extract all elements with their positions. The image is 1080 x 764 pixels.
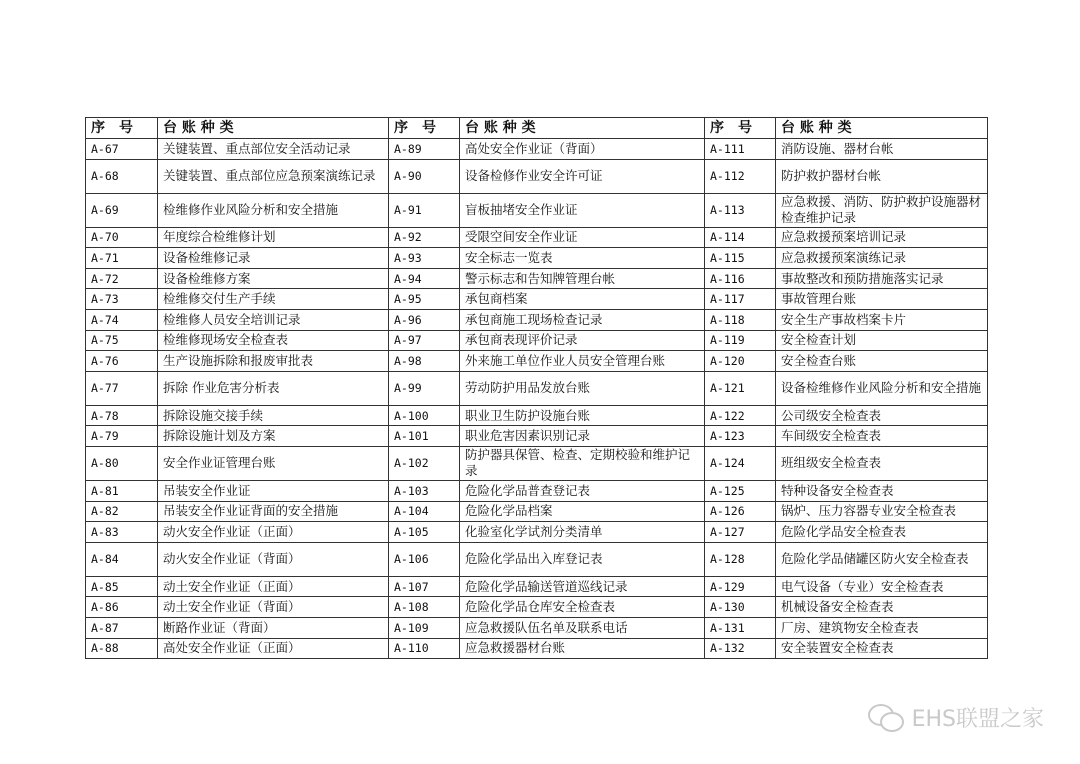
- serial-number-cell: A-83: [86, 522, 158, 543]
- table-row: [86, 289, 988, 310]
- ledger-type-cell: 承包商档案: [460, 289, 705, 310]
- ledger-type-cell: 安全作业证管理台账: [158, 446, 389, 480]
- serial-number-cell: A-72: [86, 268, 158, 289]
- ledger-type-cell: 承包商表现评价记录: [460, 330, 705, 351]
- table-row: [86, 542, 988, 576]
- serial-number-cell: A-132: [705, 638, 776, 659]
- column-header-serial: 序 号: [705, 118, 776, 139]
- serial-number-cell: A-68: [86, 159, 158, 193]
- ledger-type-cell: 应急救援、消防、防护救护设施器材检查维护记录: [776, 193, 988, 227]
- serial-number-cell: A-67: [86, 139, 158, 160]
- serial-number-cell: A-123: [705, 426, 776, 447]
- serial-number-cell: A-91: [389, 193, 460, 227]
- serial-number-cell: A-108: [389, 597, 460, 618]
- serial-number-cell: A-80: [86, 446, 158, 480]
- serial-number-cell: A-126: [705, 501, 776, 522]
- serial-number-cell: A-69: [86, 193, 158, 227]
- serial-number-cell: A-76: [86, 351, 158, 372]
- ledger-type-cell: 年度综合检维修计划: [158, 227, 389, 248]
- table-row: [86, 522, 988, 543]
- ledger-type-cell: 事故整改和预防措施落实记录: [776, 268, 988, 289]
- serial-number-cell: A-86: [86, 597, 158, 618]
- serial-number-cell: A-88: [86, 638, 158, 659]
- table-row: [86, 576, 988, 597]
- serial-number-cell: A-79: [86, 426, 158, 447]
- ledger-type-cell: 危险化学品输送管道巡线记录: [460, 576, 705, 597]
- serial-number-cell: A-70: [86, 227, 158, 248]
- watermark: [868, 700, 1044, 734]
- ledger-type-cell: 安全检查计划: [776, 330, 988, 351]
- column-header-ledger-type: 台 账 种 类: [158, 118, 389, 139]
- ledger-type-cell: 应急救援器材台账: [460, 638, 705, 659]
- ledger-body: [86, 139, 988, 659]
- ledger-type-cell: 危险化学品储罐区防火安全检查表: [776, 542, 988, 576]
- serial-number-cell: A-129: [705, 576, 776, 597]
- ledger-type-cell: 特种设备安全检查表: [776, 480, 988, 501]
- serial-number-cell: A-107: [389, 576, 460, 597]
- serial-number-cell: A-92: [389, 227, 460, 248]
- ledger-type-cell: 公司级安全检查表: [776, 405, 988, 426]
- ledger-type-cell: 检维修交付生产手续: [158, 289, 389, 310]
- table-row: [86, 193, 988, 227]
- table-row: [86, 597, 988, 618]
- ledger-type-cell: 警示标志和告知牌管理台帐: [460, 268, 705, 289]
- ledger-type-cell: 消防设施、器材台帐: [776, 139, 988, 160]
- table-row: [86, 159, 988, 193]
- ledger-type-cell: 危险化学品安全检查表: [776, 522, 988, 543]
- table-row: [86, 446, 988, 480]
- ledger-type-cell: 职业危害因素识别记录: [460, 426, 705, 447]
- serial-number-cell: A-120: [705, 351, 776, 372]
- table-row: [86, 371, 988, 405]
- ledger-type-cell: 动土安全作业证（背面）: [158, 597, 389, 618]
- ledger-type-cell: 劳动防护用品发放台账: [460, 371, 705, 405]
- table-header-row: [86, 118, 988, 139]
- serial-number-cell: A-87: [86, 617, 158, 638]
- serial-number-cell: A-131: [705, 617, 776, 638]
- ledger-type-cell: 防护救护器材台帐: [776, 159, 988, 193]
- table-row: [86, 139, 988, 160]
- serial-number-cell: A-94: [389, 268, 460, 289]
- ledger-type-cell: 受限空间安全作业证: [460, 227, 705, 248]
- table-row: [86, 248, 988, 269]
- table-row: [86, 501, 988, 522]
- serial-number-cell: A-71: [86, 248, 158, 269]
- serial-number-cell: A-96: [389, 309, 460, 330]
- serial-number-cell: A-89: [389, 139, 460, 160]
- serial-number-cell: A-111: [705, 139, 776, 160]
- serial-number-cell: A-106: [389, 542, 460, 576]
- ledger-type-cell: 防护器具保管、检查、定期校验和维护记录: [460, 446, 705, 480]
- serial-number-cell: A-121: [705, 371, 776, 405]
- serial-number-cell: A-127: [705, 522, 776, 543]
- serial-number-cell: A-110: [389, 638, 460, 659]
- serial-number-cell: A-75: [86, 330, 158, 351]
- table-row: [86, 227, 988, 248]
- column-header-ledger-type: 台 账 种 类: [776, 118, 988, 139]
- serial-number-cell: A-103: [389, 480, 460, 501]
- serial-number-cell: A-85: [86, 576, 158, 597]
- ledger-type-cell: 外来施工单位作业人员安全管理台账: [460, 351, 705, 372]
- table-row: [86, 617, 988, 638]
- table-row: [86, 268, 988, 289]
- ledger-type-cell: 安全生产事故档案卡片: [776, 309, 988, 330]
- serial-number-cell: A-122: [705, 405, 776, 426]
- ledger-table: [85, 117, 988, 659]
- ledger-type-cell: 高处安全作业证（背面）: [460, 139, 705, 160]
- serial-number-cell: A-90: [389, 159, 460, 193]
- ledger-type-cell: 设备检维修方案: [158, 268, 389, 289]
- ledger-type-cell: 危险化学品仓库安全检查表: [460, 597, 705, 618]
- table-row: [86, 638, 988, 659]
- serial-number-cell: A-82: [86, 501, 158, 522]
- serial-number-cell: A-95: [389, 289, 460, 310]
- ledger-type-cell: 机械设备安全检查表: [776, 597, 988, 618]
- watermark-text: EHS联盟之家: [911, 706, 1044, 732]
- serial-number-cell: A-128: [705, 542, 776, 576]
- table-row: [86, 480, 988, 501]
- serial-number-cell: A-115: [705, 248, 776, 269]
- serial-number-cell: A-118: [705, 309, 776, 330]
- ledger-type-cell: 事故管理台账: [776, 289, 988, 310]
- table-row: [86, 405, 988, 426]
- ledger-type-cell: 关键装置、重点部位应急预案演练记录: [158, 159, 389, 193]
- ledger-type-cell: 危险化学品普查登记表: [460, 480, 705, 501]
- serial-number-cell: A-84: [86, 542, 158, 576]
- column-header-serial: 序 号: [86, 118, 158, 139]
- serial-number-cell: A-104: [389, 501, 460, 522]
- serial-number-cell: A-113: [705, 193, 776, 227]
- ledger-type-cell: 应急救援队伍名单及联系电话: [460, 617, 705, 638]
- serial-number-cell: A-130: [705, 597, 776, 618]
- ledger-type-cell: 厂房、建筑物安全检查表: [776, 617, 988, 638]
- ledger-type-cell: 安全装置安全检查表: [776, 638, 988, 659]
- ledger-type-cell: 锅炉、压力容器专业安全检查表: [776, 501, 988, 522]
- ledger-type-cell: 安全检查台账: [776, 351, 988, 372]
- ledger-type-cell: 动火安全作业证（背面）: [158, 542, 389, 576]
- ledger-type-cell: 动土安全作业证（正面）: [158, 576, 389, 597]
- serial-number-cell: A-81: [86, 480, 158, 501]
- ledger-type-cell: 检维修现场安全检查表: [158, 330, 389, 351]
- ledger-type-cell: 吊装安全作业证: [158, 480, 389, 501]
- ledger-type-cell: 高处安全作业证（正面）: [158, 638, 389, 659]
- ledger-type-cell: 应急救援预案演练记录: [776, 248, 988, 269]
- ledger-type-cell: 检维修人员安全培训记录: [158, 309, 389, 330]
- ledger-type-cell: 危险化学品档案: [460, 501, 705, 522]
- ledger-type-cell: 断路作业证（背面）: [158, 617, 389, 638]
- serial-number-cell: A-124: [705, 446, 776, 480]
- serial-number-cell: A-119: [705, 330, 776, 351]
- table-row: [86, 330, 988, 351]
- serial-number-cell: A-74: [86, 309, 158, 330]
- column-header-ledger-type: 台 账 种 类: [460, 118, 705, 139]
- serial-number-cell: A-112: [705, 159, 776, 193]
- ledger-type-cell: 安全标志一览表: [460, 248, 705, 269]
- table-row: [86, 309, 988, 330]
- table-row: [86, 426, 988, 447]
- serial-number-cell: A-73: [86, 289, 158, 310]
- ledger-type-cell: 车间级安全检查表: [776, 426, 988, 447]
- serial-number-cell: A-105: [389, 522, 460, 543]
- serial-number-cell: A-100: [389, 405, 460, 426]
- wechat-icon: [868, 702, 904, 732]
- ledger-type-cell: 盲板抽堵安全作业证: [460, 193, 705, 227]
- ledger-type-cell: 班组级安全检查表: [776, 446, 988, 480]
- ledger-type-cell: 危险化学品出入库登记表: [460, 542, 705, 576]
- ledger-type-cell: 拆除 作业危害分析表: [158, 371, 389, 405]
- table-row: [86, 351, 988, 372]
- ledger-type-cell: 职业卫生防护设施台账: [460, 405, 705, 426]
- ledger-type-cell: 关键装置、重点部位安全活动记录: [158, 139, 389, 160]
- serial-number-cell: A-99: [389, 371, 460, 405]
- ledger-type-cell: 承包商施工现场检查记录: [460, 309, 705, 330]
- serial-number-cell: A-102: [389, 446, 460, 480]
- serial-number-cell: A-125: [705, 480, 776, 501]
- serial-number-cell: A-109: [389, 617, 460, 638]
- ledger-type-cell: 生产设施拆除和报废审批表: [158, 351, 389, 372]
- ledger-type-cell: 应急救援预案培训记录: [776, 227, 988, 248]
- serial-number-cell: A-98: [389, 351, 460, 372]
- serial-number-cell: A-78: [86, 405, 158, 426]
- ledger-type-cell: 动火安全作业证（正面）: [158, 522, 389, 543]
- serial-number-cell: A-97: [389, 330, 460, 351]
- ledger-type-cell: 化验室化学试剂分类清单: [460, 522, 705, 543]
- ledger-type-cell: 设备检维修作业风险分析和安全措施: [776, 371, 988, 405]
- serial-number-cell: A-101: [389, 426, 460, 447]
- ledger-type-cell: 拆除设施交接手续: [158, 405, 389, 426]
- ledger-type-cell: 电气设备（专业）安全检查表: [776, 576, 988, 597]
- ledger-type-cell: 设备检修作业安全许可证: [460, 159, 705, 193]
- serial-number-cell: A-117: [705, 289, 776, 310]
- serial-number-cell: A-77: [86, 371, 158, 405]
- serial-number-cell: A-93: [389, 248, 460, 269]
- column-header-serial: 序 号: [389, 118, 460, 139]
- serial-number-cell: A-114: [705, 227, 776, 248]
- serial-number-cell: A-116: [705, 268, 776, 289]
- ledger-type-cell: 吊装安全作业证背面的安全措施: [158, 501, 389, 522]
- ledger-type-cell: 检维修作业风险分析和安全措施: [158, 193, 389, 227]
- ledger-type-cell: 设备检维修记录: [158, 248, 389, 269]
- ledger-type-cell: 拆除设施计划及方案: [158, 426, 389, 447]
